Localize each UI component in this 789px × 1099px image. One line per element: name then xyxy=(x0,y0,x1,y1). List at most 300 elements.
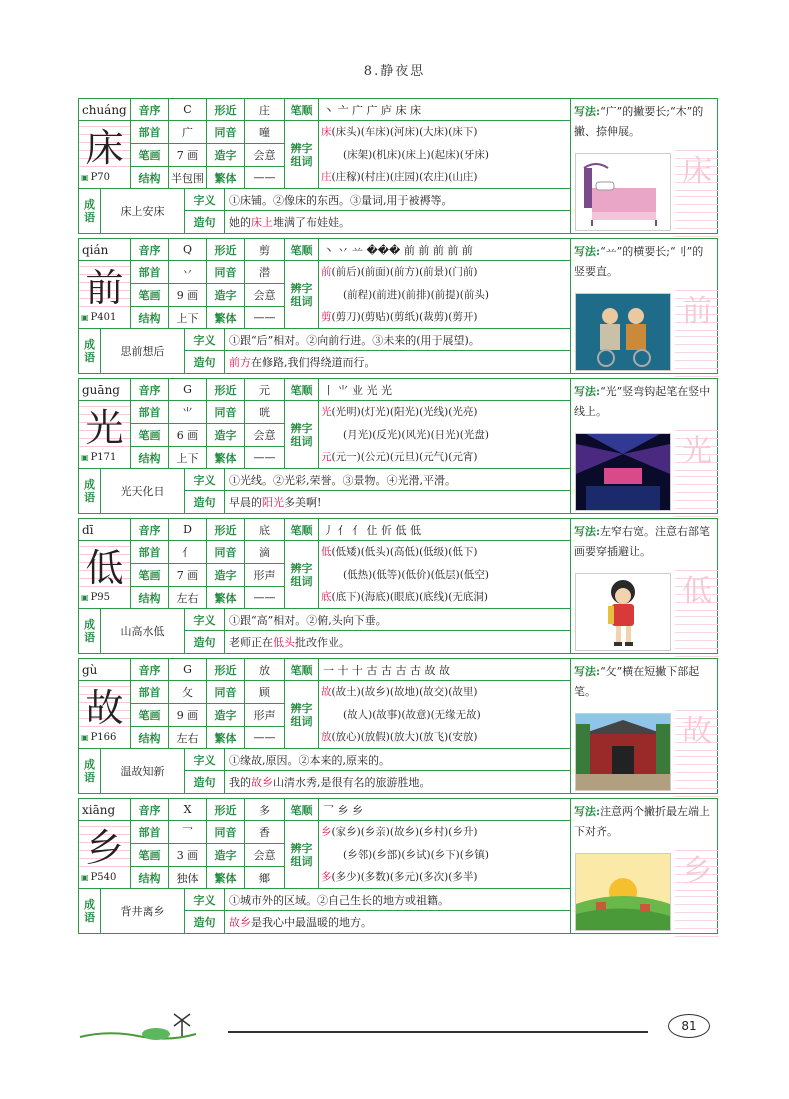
chengyu-label xyxy=(79,609,101,653)
chengyu-label-1: 成 xyxy=(84,478,95,491)
word-list: (剪刀)(剪贴)(剪纸)(裁剪)(剪开) xyxy=(331,311,478,323)
windmill-landscape-icon xyxy=(78,1012,198,1042)
bihua-label: 笔画 xyxy=(131,844,169,867)
zuci-label: 组词 xyxy=(290,294,313,308)
bihua-value: 7 画 xyxy=(169,564,207,587)
jiegou-value: 左右 xyxy=(169,587,207,609)
ziyi-label: 字义 xyxy=(185,329,225,351)
word-group-line xyxy=(321,821,570,844)
page-ref-value: P166 xyxy=(90,732,117,743)
writing-tip xyxy=(571,239,717,285)
xingjin-label: 形近 xyxy=(207,379,245,401)
book-icon: ▣ xyxy=(81,593,89,602)
main-character: 光 xyxy=(79,401,131,447)
fanti-value: 鄉 xyxy=(245,867,285,889)
sentence-pre: 老师正在 xyxy=(229,636,273,649)
xingjin-value: 底 xyxy=(245,519,285,541)
word-list: (放心)(放假)(放大)(放飞)(安放) xyxy=(331,731,478,743)
bishun-label: 笔顺 xyxy=(285,99,319,121)
example-sentence xyxy=(225,771,571,793)
word-group-line: (乡邻)(乡部)(乡试)(乡下)(乡镇) xyxy=(343,848,489,861)
example-sentence xyxy=(225,911,571,933)
practice-grid xyxy=(675,331,719,377)
bianzi-zuci-label xyxy=(285,821,319,889)
jiegou-value: 左右 xyxy=(169,727,207,749)
book-icon: ▣ xyxy=(81,313,89,322)
bihua-value: 9 画 xyxy=(169,704,207,727)
main-character: 低 xyxy=(79,541,131,587)
fanti-value: —— xyxy=(245,447,285,469)
xingjin-label: 形近 xyxy=(207,99,245,121)
page-footer xyxy=(78,1012,718,1042)
zaoju-label: 造句 xyxy=(185,771,225,793)
zaozi-label: 造字 xyxy=(207,284,245,307)
practice-grid xyxy=(675,471,719,517)
word-groups xyxy=(319,821,571,889)
page-number: 81 xyxy=(668,1014,710,1038)
chengyu-label-1: 成 xyxy=(84,198,95,211)
bushou-label: 部首 xyxy=(131,121,169,144)
word-head-char: 元 xyxy=(321,451,332,463)
illustration-image xyxy=(575,713,671,791)
tracing-character: 低 xyxy=(675,565,719,611)
stroke-order: 丿 亻 亻 仩 伒 低 低 xyxy=(319,519,571,541)
fanti-value: —— xyxy=(245,167,285,189)
writing-tip-text: 左窄右宽。注意右部笔画要穿插避让。 xyxy=(574,525,711,558)
pinyin: xiāng xyxy=(79,799,131,821)
idiom: 光天化日 xyxy=(101,469,185,513)
tongyin-label: 同音 xyxy=(207,261,245,284)
writing-tip-label: 写法: xyxy=(574,805,601,818)
bushou-label: 部首 xyxy=(131,541,169,564)
xingjin-value: 放 xyxy=(245,659,285,681)
bushou-value: 丷 xyxy=(169,261,207,284)
yinxu-label: 音序 xyxy=(131,659,169,681)
word-group-line xyxy=(321,541,570,564)
word-list: (床头)(车床)(河床)(大床)(床下) xyxy=(331,126,478,138)
character-card xyxy=(78,378,718,514)
main-character: 前 xyxy=(79,261,131,307)
ziyi-label: 字义 xyxy=(185,749,225,771)
bushou-label: 部首 xyxy=(131,401,169,424)
character-card xyxy=(78,518,718,654)
chengyu-label-2: 语 xyxy=(84,351,95,364)
word-list: (故土)(故乡)(故地)(故交)(故里) xyxy=(331,686,478,698)
zaozi-value: 会意 xyxy=(245,844,285,867)
zaoju-label: 造句 xyxy=(185,491,225,513)
chengyu-label-1: 成 xyxy=(84,758,95,771)
character-card xyxy=(78,238,718,374)
word-list: (多少)(多数)(多元)(多次)(多半) xyxy=(331,871,478,883)
fanti-label: 繁体 xyxy=(207,587,245,609)
tracing-character: 光 xyxy=(675,425,719,471)
dictionary-page-ref xyxy=(79,867,131,889)
yinxu-value: Q xyxy=(169,239,207,261)
chengyu-label xyxy=(79,889,101,933)
bianzi-label: 辨字 xyxy=(290,421,313,435)
page-ref-value: P171 xyxy=(90,452,117,463)
jiegou-label: 结构 xyxy=(131,587,169,609)
practice-grid xyxy=(675,891,719,937)
sentence-highlight: 前方 xyxy=(229,356,251,369)
practice-grid xyxy=(675,751,719,797)
jiegou-value: 上下 xyxy=(169,307,207,329)
bihua-value: 6 画 xyxy=(169,424,207,447)
footer-rule xyxy=(228,1031,648,1033)
tongyin-value: 顾 xyxy=(245,681,285,704)
zaoju-label: 造句 xyxy=(185,911,225,933)
writing-tip-label: 写法: xyxy=(574,105,601,118)
ziyi-label: 字义 xyxy=(185,889,225,911)
writing-tip-label: 写法: xyxy=(574,245,601,258)
dictionary-page-ref xyxy=(79,587,131,609)
sentence-post: 在修路,我们得绕道而行。 xyxy=(251,356,376,369)
sentence-post: 多美啊! xyxy=(284,496,322,509)
ziyi-label: 字义 xyxy=(185,609,225,631)
meanings: ①跟“高”相对。②俯,头向下垂。 xyxy=(225,609,571,631)
zaozi-value: 形声 xyxy=(245,704,285,727)
page-ref-value: P540 xyxy=(90,872,117,883)
bihua-label: 笔画 xyxy=(131,144,169,167)
bishun-label: 笔顺 xyxy=(285,799,319,821)
fanti-value: —— xyxy=(245,307,285,329)
word-group-line xyxy=(321,866,570,889)
bihua-label: 笔画 xyxy=(131,564,169,587)
bianzi-label: 辨字 xyxy=(290,281,313,295)
bushou-value: 攵 xyxy=(169,681,207,704)
pinyin: dī xyxy=(79,519,131,541)
writing-tip xyxy=(571,379,717,425)
word-list: (底下)(海底)(眼底)(底线)(无底洞) xyxy=(331,591,488,603)
fanti-label: 繁体 xyxy=(207,307,245,329)
yinxu-value: G xyxy=(169,659,207,681)
word-head-char: 光 xyxy=(321,406,332,418)
idiom: 山高水低 xyxy=(101,609,185,653)
writing-tip xyxy=(571,519,717,565)
illustration-image xyxy=(575,433,671,511)
xingjin-label: 形近 xyxy=(207,799,245,821)
character-card xyxy=(78,658,718,794)
example-sentence xyxy=(225,211,571,233)
page-title: 8.静夜思 xyxy=(363,64,426,79)
tongyin-value: 香 xyxy=(245,821,285,844)
book-icon: ▣ xyxy=(81,733,89,742)
zaozi-value: 会意 xyxy=(245,424,285,447)
pinyin: guāng xyxy=(79,379,131,401)
chengyu-label-1: 成 xyxy=(84,898,95,911)
writing-tip xyxy=(571,799,717,845)
bushou-value: 广 xyxy=(169,121,207,144)
yinxu-value: D xyxy=(169,519,207,541)
meanings: ①缘故,原因。②本来的,原来的。 xyxy=(225,749,571,771)
word-head-char: 前 xyxy=(321,266,332,278)
tongyin-label: 同音 xyxy=(207,821,245,844)
word-list: (庄稼)(村庄)(庄园)(农庄)(山庄) xyxy=(331,171,478,183)
zuci-label: 组词 xyxy=(290,714,313,728)
tongyin-label: 同音 xyxy=(207,681,245,704)
xingjin-label: 形近 xyxy=(207,239,245,261)
word-group-line: (低热)(低等)(低价)(低层)(低空) xyxy=(343,568,489,581)
illustration-image xyxy=(575,853,671,931)
word-group-line: (床架)(机床)(床上)(起床)(牙床) xyxy=(343,148,489,161)
tongyin-value: 潜 xyxy=(245,261,285,284)
sentence-highlight: 阳光 xyxy=(262,496,284,509)
writing-tip-text: “光”竖弯钩起笔在竖中线上。 xyxy=(574,385,711,418)
pinyin: chuáng xyxy=(79,99,131,121)
yinxu-value: C xyxy=(169,99,207,121)
stroke-order: 丶 丷 䒑 ��� 前 前 前 前 前 xyxy=(319,239,571,261)
word-head-char: 故 xyxy=(321,686,332,698)
chengyu-label-2: 语 xyxy=(84,491,95,504)
bushou-value: 亻 xyxy=(169,541,207,564)
writing-tip xyxy=(571,99,717,145)
page-ref-value: P95 xyxy=(90,592,111,603)
tongyin-value: 噇 xyxy=(245,121,285,144)
fanti-label: 繁体 xyxy=(207,727,245,749)
word-groups xyxy=(319,401,571,469)
chengyu-label xyxy=(79,749,101,793)
zuci-label: 组词 xyxy=(290,854,313,868)
sentence-post: 山清水秀,是很有名的旅游胜地。 xyxy=(273,776,431,789)
jiegou-label: 结构 xyxy=(131,307,169,329)
word-group-line: (前程)(前进)(前排)(前提)(前头) xyxy=(343,288,489,301)
bishun-label: 笔顺 xyxy=(285,519,319,541)
meanings: ①城市外的区域。②自己生长的地方或祖籍。 xyxy=(225,889,571,911)
word-group-line xyxy=(321,446,570,469)
word-head-char: 多 xyxy=(321,871,332,883)
jiegou-value: 半包围 xyxy=(169,167,207,189)
bushou-value: 乛 xyxy=(169,821,207,844)
main-character: 床 xyxy=(79,121,131,167)
jiegou-value: 独体 xyxy=(169,867,207,889)
bihua-label: 笔画 xyxy=(131,284,169,307)
meanings: ①跟“后”相对。②向前行进。③未来的(用于展望)。 xyxy=(225,329,571,351)
bushou-label: 部首 xyxy=(131,261,169,284)
sentence-pre: 她的 xyxy=(229,216,251,229)
tracing-character: 故 xyxy=(675,705,719,751)
bihua-label: 笔画 xyxy=(131,704,169,727)
tongyin-value: 滴 xyxy=(245,541,285,564)
yinxu-label: 音序 xyxy=(131,239,169,261)
main-character: 乡 xyxy=(79,821,131,867)
sentence-post: 堆满了布娃娃。 xyxy=(273,216,350,229)
fanti-value: —— xyxy=(245,587,285,609)
writing-tip-label: 写法: xyxy=(574,385,601,398)
zaoju-label: 造句 xyxy=(185,211,225,233)
bishun-label: 笔顺 xyxy=(285,379,319,401)
bianzi-zuci-label xyxy=(285,541,319,609)
jiegou-label: 结构 xyxy=(131,167,169,189)
page-ref-value: P401 xyxy=(90,312,117,323)
chengyu-label xyxy=(79,469,101,513)
stroke-order: 丶 亠 广 广 庐 床 床 xyxy=(319,99,571,121)
bianzi-label: 辨字 xyxy=(290,841,313,855)
dictionary-page-ref xyxy=(79,727,131,749)
main-character: 故 xyxy=(79,681,131,727)
fanti-label: 繁体 xyxy=(207,167,245,189)
bihua-value: 3 画 xyxy=(169,844,207,867)
zaoju-label: 造句 xyxy=(185,631,225,653)
idiom: 思前想后 xyxy=(101,329,185,373)
tongyin-label: 同音 xyxy=(207,541,245,564)
bushou-label: 部首 xyxy=(131,681,169,704)
yinxu-value: G xyxy=(169,379,207,401)
stroke-order: 一 十 十 古 古 古 古 故 故 xyxy=(319,659,571,681)
word-list: (低矮)(低头)(高低)(低级)(低下) xyxy=(331,546,478,558)
stroke-order: 丨 ⺌ 业 光 光 xyxy=(319,379,571,401)
writing-tip-label: 写法: xyxy=(574,525,601,538)
chengyu-label-2: 语 xyxy=(84,911,95,924)
bianzi-label: 辨字 xyxy=(290,141,313,155)
zaozi-label: 造字 xyxy=(207,704,245,727)
word-group-line xyxy=(321,681,570,704)
word-group-line: (月光)(反光)(风光)(日光)(光盘) xyxy=(343,428,489,441)
bushou-value: ⺌ xyxy=(169,401,207,424)
idiom: 床上安床 xyxy=(101,189,185,233)
fanti-label: 繁体 xyxy=(207,867,245,889)
meanings: ①光线。②光彩,荣誉。③景物。④光滑,平滑。 xyxy=(225,469,571,491)
word-group-line xyxy=(321,726,570,749)
jiegou-label: 结构 xyxy=(131,727,169,749)
zaozi-label: 造字 xyxy=(207,144,245,167)
page-ref-value: P70 xyxy=(90,172,111,183)
writing-tip-label: 写法: xyxy=(574,665,601,678)
word-groups xyxy=(319,681,571,749)
word-head-char: 剪 xyxy=(321,311,332,323)
bihua-value: 7 画 xyxy=(169,144,207,167)
sentence-highlight: 故乡 xyxy=(251,776,273,789)
bushou-label: 部首 xyxy=(131,821,169,844)
writing-tip-text: 注意两个撇折最左端上下对齐。 xyxy=(574,805,711,838)
zaozi-value: 会意 xyxy=(245,144,285,167)
xingjin-value: 剪 xyxy=(245,239,285,261)
example-sentence xyxy=(225,491,571,513)
word-head-char: 乡 xyxy=(321,826,332,838)
book-icon: ▣ xyxy=(81,873,89,882)
word-head-char: 床 xyxy=(321,126,332,138)
practice-grid xyxy=(675,191,719,237)
bianzi-zuci-label xyxy=(285,121,319,189)
illustration-image xyxy=(575,153,671,231)
character-card xyxy=(78,98,718,234)
character-card xyxy=(78,798,718,934)
jiegou-label: 结构 xyxy=(131,867,169,889)
yinxu-label: 音序 xyxy=(131,799,169,821)
book-icon: ▣ xyxy=(81,453,89,462)
practice-grid xyxy=(675,611,719,657)
xingjin-label: 形近 xyxy=(207,519,245,541)
sentence-highlight: 床上 xyxy=(251,216,273,229)
example-sentence xyxy=(225,351,571,373)
zuci-label: 组词 xyxy=(290,434,313,448)
jiegou-label: 结构 xyxy=(131,447,169,469)
sentence-post: 是我心中最温暖的地方。 xyxy=(251,916,372,929)
word-group-line xyxy=(321,401,570,424)
writing-tip-text: “䒑”的横要长;“刂”的竖要直。 xyxy=(574,245,704,278)
idiom: 温故知新 xyxy=(101,749,185,793)
sentence-pre: 我的 xyxy=(229,776,251,789)
chengyu-label xyxy=(79,189,101,233)
word-groups xyxy=(319,541,571,609)
illustration-image xyxy=(575,293,671,371)
bianzi-zuci-label xyxy=(285,681,319,749)
bianzi-label: 辨字 xyxy=(290,701,313,715)
example-sentence xyxy=(225,631,571,653)
fanti-value: —— xyxy=(245,727,285,749)
word-group-line xyxy=(321,306,570,329)
jiegou-value: 上下 xyxy=(169,447,207,469)
tracing-character: 乡 xyxy=(675,845,719,891)
zuci-label: 组词 xyxy=(290,574,313,588)
xingjin-value: 庄 xyxy=(245,99,285,121)
tongyin-value: 咣 xyxy=(245,401,285,424)
zaozi-value: 会意 xyxy=(245,284,285,307)
meanings: ①床铺。②像床的东西。③量词,用于被褥等。 xyxy=(225,189,571,211)
tracing-character: 前 xyxy=(675,285,719,331)
tracing-character: 床 xyxy=(675,145,719,191)
zaozi-label: 造字 xyxy=(207,564,245,587)
zaoju-label: 造句 xyxy=(185,351,225,373)
xingjin-label: 形近 xyxy=(207,659,245,681)
bishun-label: 笔顺 xyxy=(285,239,319,261)
zaozi-label: 造字 xyxy=(207,424,245,447)
word-head-char: 庄 xyxy=(321,171,332,183)
dictionary-page-ref xyxy=(79,167,131,189)
bianzi-label: 辨字 xyxy=(290,561,313,575)
word-list: (元一)(公元)(元旦)(元气)(元宵) xyxy=(331,451,478,463)
writing-tip-text: “攵”横在短撇下部起笔。 xyxy=(574,665,700,698)
bishun-label: 笔顺 xyxy=(285,659,319,681)
yinxu-value: X xyxy=(169,799,207,821)
writing-tip xyxy=(571,659,717,705)
pinyin: qián xyxy=(79,239,131,261)
fanti-label: 繁体 xyxy=(207,447,245,469)
word-group-line: (故人)(故事)(故意)(无缘无故) xyxy=(343,708,481,721)
sentence-pre: 早晨的 xyxy=(229,496,262,509)
word-head-char: 底 xyxy=(321,591,332,603)
word-group-line xyxy=(321,166,570,189)
word-group-line xyxy=(321,121,570,144)
bianzi-zuci-label xyxy=(285,401,319,469)
chengyu-label-2: 语 xyxy=(84,771,95,784)
stroke-order: 乛 乡 乡 xyxy=(319,799,571,821)
yinxu-label: 音序 xyxy=(131,379,169,401)
bihua-value: 9 画 xyxy=(169,284,207,307)
yinxu-label: 音序 xyxy=(131,519,169,541)
ziyi-label: 字义 xyxy=(185,469,225,491)
book-icon: ▣ xyxy=(81,173,89,182)
writing-tip-text: “广”的撇要长;“木”的撇、捺伸展。 xyxy=(574,105,704,138)
sentence-post: 批改作业。 xyxy=(295,636,350,649)
yinxu-label: 音序 xyxy=(131,99,169,121)
word-groups xyxy=(319,121,571,189)
xingjin-value: 元 xyxy=(245,379,285,401)
dictionary-page-ref xyxy=(79,447,131,469)
word-head-char: 放 xyxy=(321,731,332,743)
sentence-highlight: 故乡 xyxy=(229,916,251,929)
dictionary-page-ref xyxy=(79,307,131,329)
chengyu-label-1: 成 xyxy=(84,338,95,351)
word-group-line xyxy=(321,261,570,284)
chengyu-label-1: 成 xyxy=(84,618,95,631)
sentence-highlight: 低头 xyxy=(273,636,295,649)
chengyu-label xyxy=(79,329,101,373)
ziyi-label: 字义 xyxy=(185,189,225,211)
chengyu-label-2: 语 xyxy=(84,631,95,644)
idiom: 背井离乡 xyxy=(101,889,185,933)
word-list: (家乡)(乡亲)(故乡)(乡村)(乡升) xyxy=(331,826,478,838)
zaozi-value: 形声 xyxy=(245,564,285,587)
